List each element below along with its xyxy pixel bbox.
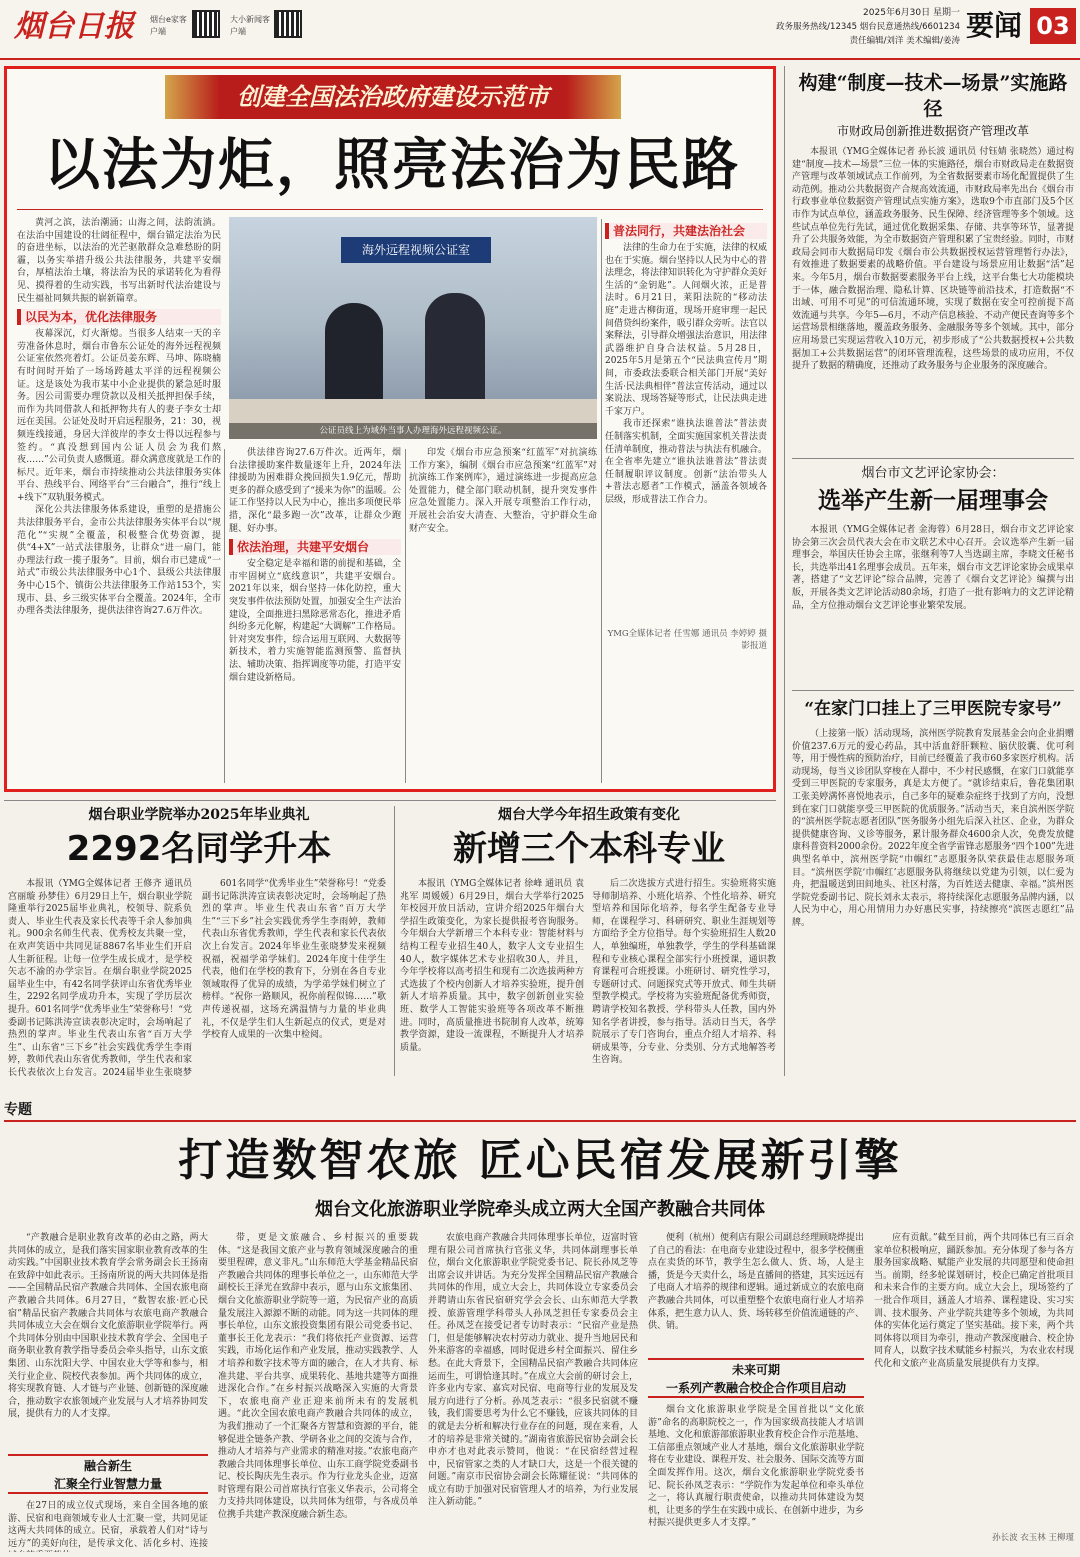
- lead-body-1c: 深化公共法律服务体系建设，重塑的是措施公共法律服务平台，金市公共法律服务实体平台以“规范化”“实规”全覆盖，积极整合优势资源，提供“4+X”一站式法律服务，让群众“进一扇门，能办理法行政一揽子服务”。目前，烟台市已建成“一站式”市级公共法律服务中心1个、县级公共法律服务中心15个、镇街公共法律服务工作站153个，实现市、县、乡三级实体平台全覆盖。2024年，全市办理各类法律服务，提供法律咨询27.6万件次。: [17, 505, 221, 617]
- photo-caption: 公证员线上为域外当事人办理海外远程视频公证。: [229, 423, 597, 439]
- mid-left-body: 本报讯（YMG全媒体记者 王修齐 通讯员 宫丽璇 孙梦佳）6月29日上午，烟台职业学院隆重举行2025届毕业典礼，校领导、院系负责人、毕业生代表及家长代表等千余人参加典礼。900余名师生代表、优秀校友共聚一堂，在欢声笑语中共同见证8867名毕业生们开启人生新征程。让每一位学生成长成才，是学校矢志不渝的办学宗旨。在烟台职业学院2025届毕业生中，有42名同学获评山东省优秀毕业生，2292名同学成功升本，实现了学历层次提升。601名同学“优秀毕业生”荣誉称号！“党委副书记陈洪涛宣读表彰决定时，会场响起了热烈的掌声。毕业生代表山东省“百万大学生”、山东省“三下乡”社会实践优秀学生李雨婷，教师代表山东省优秀教师，学生代表和家长代表依次上台发言。2024届毕业生张晓梦: [8, 879, 192, 1078]
- special-headline: 打造数智农旅 匠心民宿发展新引擎: [178, 1135, 902, 1186]
- mid-right-kicker: 烟台大学今年招生政策有变化: [498, 807, 680, 823]
- special-col-1: [8, 1232, 208, 1552]
- lead-byline: YMG全媒体记者 任雪娜 通讯员 李婷婷 摄影报道: [607, 629, 767, 652]
- lead-body-1: 夜幕深沉，灯火渐熄。当很多人结束一天的辛劳准备休息时，烟台市鲁东公证处的海外远程视频公证室依然亮着灯。公证员姜东辉、马坤、陈晓楠有时间时开始了一场场跨越太平洋的远程视频公证。这是该处为我市某中小企业提供的紧急延时服务。因公司需要办理贷款以及相关抵押担保手续，而作为共同借款人和抵押物共有人的妻子李女士却远在美国。公证处及时开启远程服务，21：30，视频连线接通，身居大洋彼岸的李女士得以远程参与签约。“真没想到国内公证人员会为我们熬夜……”公司负责人感慨道。群众满意度就是工作的标尺。近年来，烟台市持续推动公共法律服务实体平台、热线平台、网络平台“三台融合”，推行“线上+线下”双轨服务模式。: [17, 329, 221, 503]
- special-byline: 孙长波 衣玉林 王柳瑾: [992, 1533, 1074, 1543]
- qr-label-1: 烟台e家客户端: [150, 15, 187, 36]
- right-mid-kicker: 烟台市文艺评论家协会：: [861, 466, 1005, 481]
- lead-body-4b: 我市还探索“谁执法谁普法”普法责任制落实机制，全面实施国家机关普法责任清单制度，推动普法与执法有机融合。在全省率先建立“谁执法谁普法”普法责任制履职评议制度。创新“法治带头人+普法志愿者”工作模式，涵盖各领域各层级，形成普法工作合力。: [605, 419, 767, 505]
- campaign-banner: 创建全国法治政府建设示范市: [165, 75, 621, 119]
- mid-right-story: [400, 804, 778, 1080]
- right-mid-body: 本报讯（YMG全媒体记者 金海蓉）6月28日，烟台市文艺评论家协会第三次会员代表大会在市文联艺术中心召开。会议选举产生新一届理事会，举国庆任协会主席，张继利等7人当选副主席，李晓文任秘书长，共选举出41名理事会成员。五年来，烟台市文艺评论家协会成果卓著，搭建了“文艺评论”综合品牌，完善了《烟台文艺评论》编撰与出版，开展各类文艺评论活动80余场，打造了一批有影响力的文艺评论精品，全方位推动烟台文艺评论事业繁荣发展。: [792, 525, 1074, 611]
- newspaper-logo: 烟台日报: [14, 9, 134, 44]
- page-number: 03: [1030, 8, 1076, 44]
- lead-col-3: [409, 447, 597, 783]
- right-mid-story: [792, 464, 1074, 686]
- right-low-headline: “在家门口挂上了三甲医院专家号”: [804, 699, 1062, 719]
- qr-label-2: 大小新闻客户端: [230, 15, 270, 36]
- right-low-body: （上接第一版）活动现场，滨州医学院教育发展基金会向企业捐赠价值237.6万元的爱心药品，其中活血舒肝颗粒、脑伏胶囊、优可利等，用于慢性病的预防治疗，目前已经覆盖了我市60多家医疗机构。活动现场，每当义诊团队穿梭在人群中，不少村民感慨，在家门口就能享受到三甲医院的专家服务，真是太方便了。“就诊结束后，鲁花集团职工张美婷满怀喜悦地表示，自己多年的疑难杂症终于找到了方向，没想到在家门口就能享受三甲医院的优质服务。”活动当天，来自滨州医学院的“滨州医学院志愿者团队”医务服务小组先后深入社区、企业，为群众提供健康咨询、义诊等服务，累计服务群众4600余人次，免费发放健康科普资料2000余份。2022年度全省学雷锋志愿服务“四个100”先进典型名单中，滨州医学院“巾帼红”志愿服务队荣获最佳志愿服务项目。“滨州医学院‘巾帼红’志愿服务队将继续以党建为引领，以仁爱为舟，把温暖送到田间地头、社区村落，为百姓送去健康、幸福。”滨州医学院党委副书记、院长刘永太表示，将持续深化志愿服务品牌内涵，以人民为中心，用心用情用力办好惠民实事，持续擦亮“滨医志愿红”品牌。: [792, 729, 1074, 928]
- special-body-3: 农旅电商产教融合共同体理事长单位，迈富时管理有限公司首席执行官张义华，共同体副理事长单位，烟台文化旅游职业学院党委书记、院长孙凤芝等出席会议并讲话。为充分发挥全国精品民宿产教融合共同体的作用，成立大会上，共同体设立专家委员会并聘请山东省民宿研究学会会长、山东师范大学教授、旅游管理学科带头人孙凤芝担任专家委员会主任。孙凤芝在接受记者专访时表示：“民宿产业是热门，但是能够解决农村劳动力就业、提升当地居民和外来游客的幸福感，同时促进乡村全面振兴、留住乡愁。在此大背景下，全国精品民宿产教融合共同体应运而生，可谓恰逢其时。”在成立大会前的研讨会上，许多业内专家、嘉宾对民宿、电商等行业的发展及发展方向进行了分析。孙凤芝表示：“很多民宿就不赚钱，我们需要思考为什么它不赚钱，应该共同体的目的就是去分析和解决行业存在的问题，现在来看，人才的培养是非常关键的。”湖南省旅游民宿协会副会长申亦才也对此表示赞同，他说：“在民宿经营过程中，民宿管家之类的人才缺口大，这是一个很关键的问题。”南京市民宿协会副会长陈耀征说：“共同体的成立有助于加强对民宿管理人才的培养，为行业发展注入新动能。”: [428, 1233, 638, 1508]
- special-col-5: [874, 1232, 1074, 1552]
- special-subhead: 烟台文化旅游职业学院牵头成立两大全国产教融合共同体: [315, 1199, 765, 1220]
- special-col-2: [218, 1232, 418, 1552]
- mid-right-body: 本报讯（YMG全媒体记者 徐峰 通讯员 袁兆军 周媛媛）6月29日，烟台大学举行2025年校园开放日活动，宣讲介绍2025年烟台大学招生政策变化，为家长提供报考咨询服务。今年烟台大学新增三个本科专业：智能材料与结构工程专业招生40人，数字人文专业招生40人，数字媒体艺术专业招收30人，并且，今年学校将以高考招生和现有二次选拔两种方式选拔了个校内创新人才培养实验班，提升创新人才培养质量。其中，数字创新创业实验班、数学人工智能实验班等各项改革不断推进。同时，高质量推进书院制育人改革，统筹教学资源，建设一流课程，不断提升人才培养质量。: [400, 879, 584, 1053]
- lead-body-4: 法律的生命力在于实施，法律的权威也在于实施。烟台坚持以人民为中心的普法理念，将法律知识转化为守护群众美好生活的“金钥匙”。人间烟火浓，正是普法时。6月21日，莱阳法院的“移动法庭”走进古柳街道，现场开庭审理一起民间借贷纠纷案件，吸引群众旁听。法官以案释法，引导群众增强法治意识，用法律武器维护自身合法权益。5月28日，2025年5月是第五个“民法典宣传月”期间，市委政法委联合相关部门开展“美好生活·民法典相伴”普法宣传活动，通过以案说法、现场答疑等形式，让民法典走进千家万户。: [605, 243, 767, 417]
- lead-body-2: 供法律咨询27.6万件次。近两年，烟台法律援助案件数量逐年上升，2024年法律援助为困难群众挽回损失1.9亿元，帮助更多的群众感受到了“援来为你”的温暖。公证工作坚持以人民为中心，推出多项便民举措，深化“最多跑一次”改革，让群众少跑腿、好办事。: [229, 448, 401, 534]
- section-name: 要闻: [966, 9, 1023, 42]
- right-top-headline: 构建“制度—技术—场景”实施路径: [798, 72, 1068, 120]
- mid-left-headline: 2292名同学升本: [66, 829, 332, 869]
- special-body-1b: 在27日的成立仪式现场，来自全国各地的旅游、民宿和电商领域专业人士汇聚一堂，共同见证这两大共同体的成立。民宿，承载着人们对“诗与远方”的美好向往，是传承文化、活化乡村、连接: [8, 1501, 208, 1549]
- special-body-4: 便利（杭州）便利店有限公司副总经理顾晓烨提出了自己的看法：在电商专业建设过程中，很多学校侧重点在卖货的环节，教学生怎么做人、货、场，人是主播，货是今天卖什么，场是直播间的搭建，其实远远有了电商人才培养的规律和逻辑。通过新成立的农旅电商产教融合共同体，可以重塑整个农旅电商行业人才培养体系，把生意力认人、货、场转移至价值流通链的产、供、销。: [648, 1233, 864, 1332]
- special-body-2: 带，更是文旅融合、乡村振兴的重要载体。“这是我国文旅产业与教育领域深度融合的重要里程碑，意义非凡。”山东师范大学基金精品民宿产教融合共同体的理事长单位之一，山东师范大学副校长王泽光在致辞中表示，愿与山东文旅集团、烟台文化旅游职业学院等一道，为民宿产业的高质量发展注入源源不断的动能。同为这一共同体的理事长单位，山东文旅投资集团有限公司党委书记、董事长王化龙表示：“我们将依托产业资源、运营实践，市场化运作和产业发展，推动实践教学、人才培养和数字技术等方面的融合，在人才共育、标准共建、平台共享、成果转化、基地共建等方面推进深化合作。”在乡村振兴战略深入实施的大背景下，农旅电商产业正迎来前所未有的发展机遇。“此次全国农旅电商产教融合共同体的成立，为我们推动了一个汇聚各方智慧和资源的平台，能够促进全链条产教、学研各业之间的交流与合作，推动人才培养与产业需求的精准对接。”农旅电商产教融合共同体理事长单位、山东工商学院党委副书记、校长陶庆先生表示。作为行业龙头企业，迈富时管理有限公司首席执行官张义华表示，公司将全力支持共同体建设，以共同体为纽带，与各成员单位携手共建产教深度融合新生态。: [218, 1233, 418, 1521]
- photo-sign: 海外远程视频公证室: [341, 237, 491, 263]
- lead-intro: 黄河之滨，法治潮涌；山海之间，法韵流淌。在法治中国建设的壮阔征程中，烟台锚定法治为民的奋进坐标，以法治的光芒驱散群众急难愁盼的阴霾，以务实举措升级公共法律服务，共建平安烟台，厚植法治土壤，将法治为民的承诺转化为看得见、摸得着的生动实践，书写出新时代法治建设与民生福祉同频共振的崭新篇章。: [17, 218, 221, 304]
- mid-right-body-2: 后二次选拔方式进行招生。实验班将实施导师制培养、小班化培养、个性化培养、研究型培养和国际化培养，每名学生配备专业导师，在课程学习、科研研究、职业生涯规划等方面给予全方位指导。每个实验班招生人数20人，单独编班，单独教学，学生的学科基础课程和专业核心课程全部实行小班授课，通识教育课程可合班授课。小班研讨、研究性学习，专题研讨式、问题探究式等开放式、师生共研型教学模式。学校将为实验班配备优秀师资，聘请学校知名教授、学科带头人任教，国内外知名学者讲授，参与指导。活动日当天，各学院展示了专门咨询台，重点介绍人才培养、科研成果等，分专业、分类别、分方式地解答考生咨询。: [592, 879, 776, 1066]
- special-subhead-1: 融合新生 汇聚全行业智慧力量: [8, 1454, 208, 1494]
- right-top-story: [792, 70, 1074, 450]
- lead-body-2b: 安全稳定是幸福和谐的前提和基础，全市牢固树立“底线意识”，共建平安烟台。2021年以来，烟台坚持一体化防控，重大突发事件依法预防处置，加强安全生产法治建设，全面推进扫黑除恶常态化，推进矛盾纠纷多元化解，构建起“大调解”工作格局。针对突发事件，综合运用互联网、大数据等新技术，着力实施智能监测预警、监督执法、辅助决策、指挥调度等功能，打造平安烟台建设新格局。: [229, 559, 401, 683]
- qr-code-1-icon: [192, 10, 220, 38]
- lead-photo: [229, 217, 597, 439]
- mid-right-headline: 新增三个本科专业: [453, 829, 725, 869]
- issue-date: 2025年6月30日 星期一: [863, 8, 960, 18]
- mid-left-kicker: 烟台职业学院举办2025年毕业典礼: [88, 807, 310, 823]
- lead-body-3: 印发《烟台市应急预案“红蓝军”对抗演练工作方案》，编制《烟台市应急预案“红蓝军”对抗演练工作案例库》，通过演练进一步提高应急处置能力，健全部门联动机制，提升突发事件应急处置能力。深入开展专项整治工作行动，开展社会治安大清查、大整治，守护群众生命财产安全。: [409, 448, 597, 534]
- right-top-subhead: 市财政局创新推进数据资产管理改革: [836, 124, 1029, 138]
- mid-left-story: [8, 804, 390, 1080]
- special-body-5: 应有贡献。”截至目前，两个共同体已有三百余家单位积极响应，踊跃参加。充分体现了参与各方服务国家战略、赋能产业发展的共同愿望和使命担当。前期，经多轮谋划研讨，校企已确定首批项目和未来合作的主要方向。成立大会上，现场签约了一批合作项目，涵盖人才培养、课程建设、实习实训、技术服务、产业学院共建等多个领域，为共同体的实体化运行奠定了坚实基础。接下来，两个共同体将以项目为牵引，推动产教深度融合、校企协同育人，以数字技术赋能乡村振兴，为农业农村现代化和文旅产业高质量发展提供有力支撑。: [874, 1233, 1074, 1369]
- mid-left-body-2: 601名同学“优秀毕业生”荣誉称号！“党委副书记陈洪涛宣读表彰决定时，会场响起了热烈的掌声。毕业生代表山东省“百万大学生”“三下乡”社会实践优秀学生李雨婷，教师代表山东省优秀教师，学生代表和家长代表依次上台发言。2024年毕业生张晓梦发来视频祝福，祝福学弟学妹们。2024年度十佳学生代表，他们在学校的教育下，分别在各自专业领域取得了优异的成绩，为学弟学妹们树立了榜样。“祝你一路顺风，祝你前程似锦……”歌声传递祝福，这场充满温情与力量的毕业典礼，不仅是学生们人生新起点的仪式，更是对学校育人成果的一次集中检阅。: [202, 879, 386, 1041]
- right-top-body: 本报讯（YMG全媒体记者 孙长波 通讯员 付钰婧 张晓然）通过构建“制度—技术—场景”三位一体的实施路径，烟台市财政局走在数据资产管理与改革领域试点工作前列，为全省数据要素市场化配置提供了生动范例。推动公共数据资产合规高效流通，市财政局率先出台《烟台市行政事业单位数据资产管理试点实施方案》，选取9个市直部门及5个区市作为试点单位，涵盖政务服务、民生保障、经济管理等多个领域。这些试点单位先行先试，通过优化数据采集、存储、共享等环节，显著提升了公共服务效能，为全市数据资产管理积累了宝贵经验。同时，市财政局会同市大数据局印发《烟台市公共数据授权运营管理暂行办法》，有效推进了数据要素的战略价值。平台建设与场景应用让数据“活”起来。今年5月，烟台市数据要素服务平台上线，这平台集七大功能模块于一体，融合数据治理、隐私计算、区块链等前沿技术，打造数据“不出域、可用不可见”的可信流通环境，实现了数据在安全可控前提下高效流通与共享。今年5—6月，不动产信息核验、不动产便民查询等多个运营场景相继落地，覆盖政务服务、金融服务等多个领域。其中，部分应用场景已实现运营收入10万元，初步形成了“公共数据授权+公共数据加工+公共数据运营”的闭环管理流程，这些场景的成功应用，不仅提升了数据的精确度，还推动了政务服务与企业服务的深度融合。: [792, 147, 1074, 372]
- lead-col-2: [229, 447, 401, 783]
- special-col-4: [648, 1232, 864, 1552]
- lead-subhead-2: 依法治理，共建平安烟台: [229, 539, 401, 555]
- qr-code-2-icon: [274, 10, 302, 38]
- lead-headline: 以法为炬，照亮法治为民路: [44, 133, 740, 198]
- special-body-4b: 烟台文化旅游职业学院是全国首批以“文化旅游”命名的高职院校之一，作为国家级高技能人才培训基地、文化和旅游部旅游职业教育校企合作示范基地、工信部重点领域产业人才基地，烟台文化旅游职业学院将在专业建设、课程开发、社会服务、国际交流等方面全面发挥作用。这次，烟台文化旅游职业学院党委书记、院长孙凤芝表示：“学院作为发起单位和牵头单位之一，将认真履行职责使命，以推动共同体建设为契机，让更多的学生在实践中成长、在创新中进步，为乡村振兴提供更多人才支撑。”: [648, 1405, 864, 1529]
- right-mid-headline: 选举产生新一届理事会: [818, 488, 1048, 514]
- special-tag: 专题: [4, 1102, 32, 1118]
- hotline: 政务服务热线/12345 烟台民意通热线/6601234: [776, 22, 960, 32]
- lead-story-box: [4, 66, 776, 792]
- right-low-story: [792, 694, 1074, 1076]
- lead-col-1: [17, 217, 221, 783]
- special-col-3: [428, 1232, 638, 1552]
- editors: 责任编辑/刘洋 美术编辑/姜涛: [849, 36, 960, 46]
- lead-subhead-3: 普法同行，共建法治社会: [605, 223, 767, 239]
- special-subhead-2: 未来可期 一系列产教融合校企合作项目启动: [648, 1358, 864, 1398]
- special-body-1: “产教融合是职业教育改革的必由之路，两大共同体的成立，是我们落实国家职业教育改革的生动实践。”中国职业技术教育学会常务副会长王扬南在致辞中如此表示。王扬南所说的两大共同体是指——全国精品民宿产教融合共同体、全国农旅电商产教融合共同体。6月27日，“数智农旅·匠心民宿”精品民宿产教融合共同体与农旅电商产教融合共同体成立大会在烟台文化旅游职业学院举行。两个共同体分别由中国职业技术教育学会、全国电子商务职业教育教学指导委员会牵头指导，山东文旅集团、山东沈阳大学、中国农业大学等和参与，相关行业企业、院校代表参加。两个共同体的成立，将实现教育链、人才链与产业链、创新链的深度融合，推动数字农旅领域产业发展与人才培养协同发展，提供有力的人才支撑。: [8, 1233, 208, 1420]
- lead-col-4: [605, 219, 767, 783]
- masthead: [0, 0, 1080, 60]
- lead-subhead-1: 以民为本，优化法律服务: [17, 309, 221, 325]
